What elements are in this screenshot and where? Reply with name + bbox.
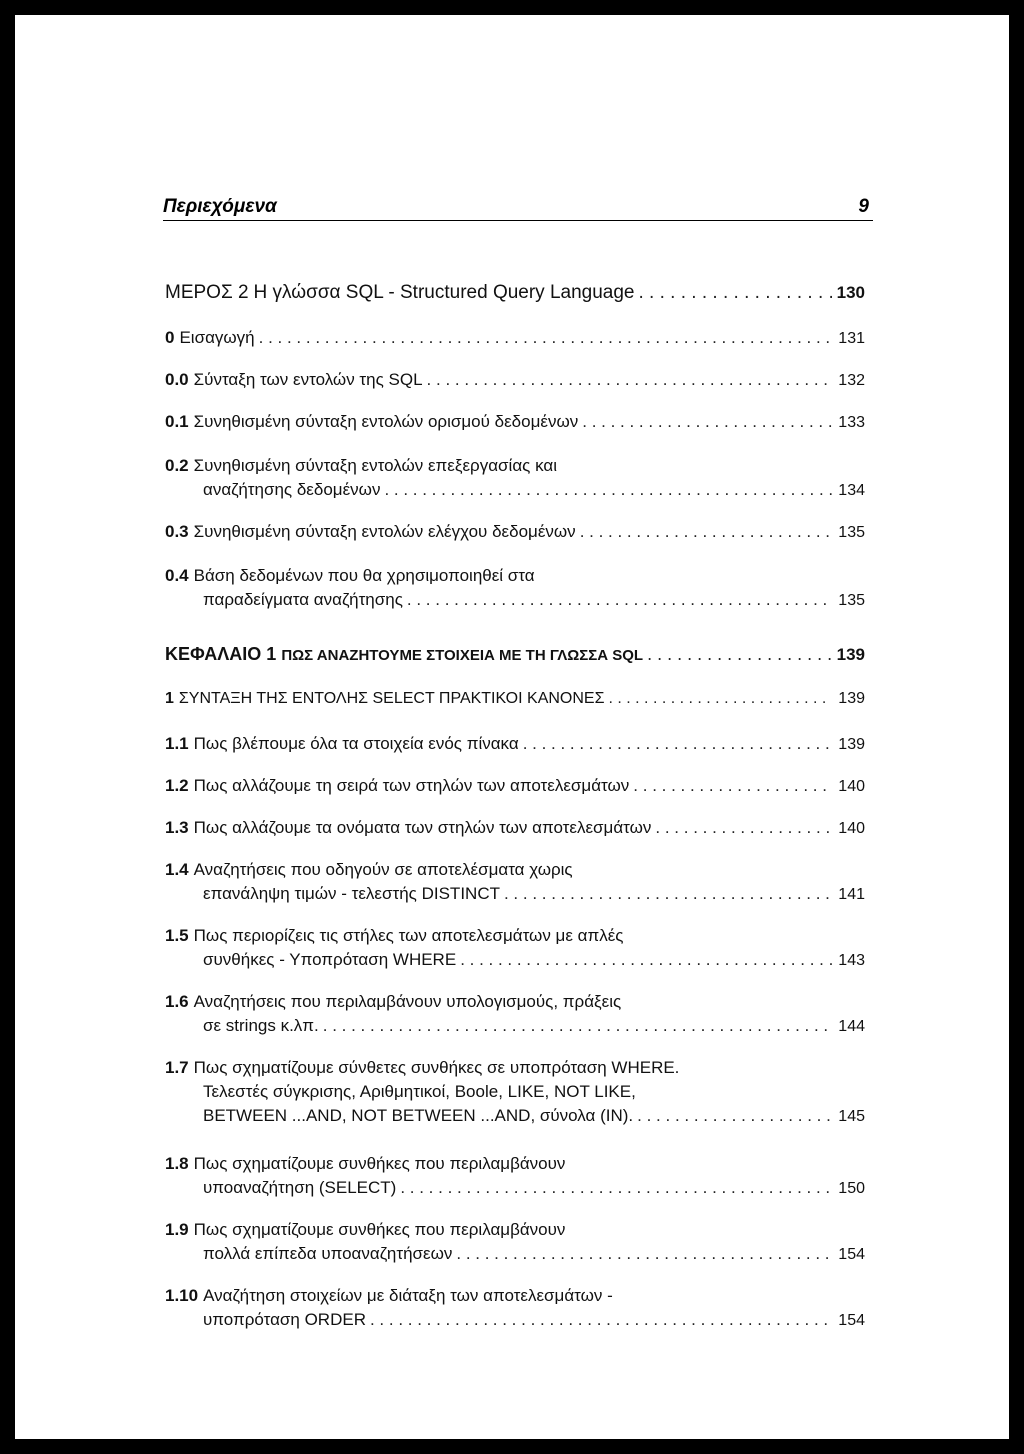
toc-entry-number: ΜΕΡΟΣ 2 [165, 282, 249, 303]
toc-entry [165, 328, 865, 352]
dot-leader [639, 282, 833, 304]
toc-entry-title: Εισαγωγή [179, 328, 255, 347]
page-title: Περιεχόμενα [163, 196, 277, 217]
toc-entry-page: 132 [838, 372, 865, 389]
toc-entry [165, 992, 865, 1040]
toc-entry [165, 1220, 865, 1268]
dot-leader [655, 818, 832, 838]
dot-leader [637, 1106, 832, 1126]
dot-leader [384, 480, 832, 500]
toc-entry-title: Συνηθισμένη σύνταξη εντολών ορισμού δεδομένων [193, 412, 579, 431]
toc-entry-title: πολλά επίπεδα υποαναζητήσεων [203, 1244, 453, 1263]
toc-entry-page: 134 [838, 482, 865, 499]
toc-entry [165, 456, 865, 504]
dot-leader [647, 644, 832, 665]
dot-leader [323, 1016, 832, 1036]
toc-entry-title: Σύνταξη των εντολών της SQL [193, 370, 423, 389]
toc-entry-page: 154 [838, 1312, 865, 1329]
dot-leader [523, 734, 832, 754]
toc-entry-page: 150 [838, 1180, 865, 1197]
toc-entry-number: 1.10 [165, 1286, 199, 1305]
toc-entry [165, 370, 865, 394]
toc-entry [165, 690, 865, 714]
toc-entry-title: Τελεστές σύγκρισης, Αριθμητικοί, Boole, LIKE, NOT LIKE, [203, 1082, 636, 1101]
dot-leader [504, 884, 832, 904]
page-header [163, 190, 873, 221]
toc-entry [165, 860, 865, 908]
toc-entry-title: Η γλώσσα SQL - Structured Query Language [253, 282, 635, 303]
toc-entry-number: 0.2 [165, 456, 189, 475]
toc-entry [165, 926, 865, 974]
toc-entry-title: ΠΩΣ ΑΝΑΖΗΤΟΥΜΕ ΣΤΟΙΧΕΙΑ ΜΕ ΤΗ ΓΛΩΣΣΑ SQL [281, 647, 644, 664]
toc-entry-title: Βάση δεδομένων που θα χρησιμοποιηθεί στα [193, 566, 535, 585]
toc-entry-title: Πως σχηματίζουμε σύνθετες συνθήκες σε υποπρόταση WHERE. [193, 1058, 680, 1077]
dot-leader [259, 328, 832, 348]
toc-entry-title: ΣΥΝΤΑΞΗ ΤΗΣ ΕΝΤΟΛΗΣ SELECT ΠΡΑΚΤΙΚΟΙ ΚΑΝΟΝΕΣ [178, 690, 605, 707]
toc-entry-title: Αναζητήσεις που περιλαμβάνουν υπολογισμούς, πράξεις [193, 992, 622, 1011]
toc-entry-number: 0 [165, 328, 175, 347]
toc-entry-number: 0.3 [165, 522, 189, 541]
toc-entry-page: 145 [838, 1108, 865, 1125]
dot-leader [427, 370, 832, 390]
toc-entry-number: ΚΕΦΑΛΑΙΟ 1 [165, 644, 277, 664]
toc-entry-number: 1.5 [165, 926, 189, 945]
toc-entry-number: 0.1 [165, 412, 189, 431]
toc-entry-page: 130 [836, 283, 865, 302]
dot-leader [582, 412, 832, 432]
toc-entry-title: Πως αλλάζουμε τα ονόματα των στηλών των αποτελεσμάτων [193, 818, 652, 837]
toc-entry-page: 140 [838, 778, 865, 795]
toc-entry-title: σε strings κ.λπ. [203, 1016, 319, 1035]
toc-entry [165, 818, 865, 842]
toc-entry-number: 1 [165, 690, 174, 707]
toc-entry-page: 141 [838, 886, 865, 903]
toc-entry-number: 1.7 [165, 1058, 189, 1077]
toc-entry [165, 734, 865, 758]
toc-entry [165, 566, 865, 614]
toc-entry-page: 133 [838, 414, 865, 431]
toc-entry-page: 154 [838, 1246, 865, 1263]
toc-entry-number: 0.0 [165, 370, 189, 389]
toc-entry-page: 135 [838, 592, 865, 609]
toc-entry-number: 1.2 [165, 776, 189, 795]
toc-entry-number: 1.1 [165, 734, 189, 753]
dot-leader [456, 1244, 832, 1264]
toc-entry [165, 1286, 865, 1334]
toc-entry [165, 644, 865, 668]
toc-entry-number: 1.9 [165, 1220, 189, 1239]
toc-entry-title: υποπρόταση ORDER [203, 1310, 366, 1329]
toc-entry-title: υποαναζήτηση (SELECT) [203, 1178, 397, 1197]
toc-entry-title: Αναζητήσεις που οδηγούν σε αποτελέσματα χωρις [193, 860, 573, 879]
toc-entry-title: Πως αλλάζουμε τη σειρά των στηλών των αποτελεσμάτων [193, 776, 630, 795]
toc-entry-title: επανάληψη τιμών - τελεστής DISTINCT [203, 884, 500, 903]
dot-leader [370, 1310, 832, 1330]
toc-entry-title: Πως περιορίζεις τις στήλες των αποτελεσμάτων με απλές [193, 926, 624, 945]
toc-entry-number: 1.8 [165, 1154, 189, 1173]
toc-entry-number: 0.4 [165, 566, 189, 585]
toc-entry [165, 522, 865, 546]
toc-entry-page: 140 [838, 820, 865, 837]
dot-leader [460, 950, 832, 970]
toc-entry [165, 776, 865, 800]
toc-entry-title: Πως βλέπουμε όλα τα στοιχεία ενός πίνακα [193, 734, 519, 753]
toc-entry-page: 139 [838, 736, 865, 753]
toc-entry-title: αναζήτησης δεδομένων [203, 480, 381, 499]
toc-entry-page: 131 [838, 330, 865, 347]
page-number: 9 [858, 196, 869, 217]
dot-leader [400, 1178, 832, 1198]
dot-leader [608, 690, 832, 708]
dot-leader [633, 776, 832, 796]
toc-entry [165, 1058, 865, 1130]
toc-entry-number: 1.6 [165, 992, 189, 1011]
toc-entry-title: BETWEEN ...AND, NOT BETWEEN ...AND, σύνολα (IN). [203, 1106, 634, 1125]
toc-entry-title: παραδείγματα αναζήτησης [203, 590, 403, 609]
toc-entry-page: 139 [836, 645, 865, 664]
toc-entry-title: Αναζήτηση στοιχείων με διάταξη των αποτελεσμάτων - [203, 1286, 613, 1305]
toc-entry-page: 144 [838, 1018, 865, 1035]
toc-entry-title: Πως σχηματίζουμε συνθήκες που περιλαμβάνουν [193, 1220, 566, 1239]
toc-entry-page: 135 [838, 524, 865, 541]
toc-entry-title: συνθήκες - Υποπρόταση WHERE [203, 950, 457, 969]
toc-entry-page: 139 [838, 690, 865, 707]
toc-entry-title: Πως σχηματίζουμε συνθήκες που περιλαμβάνουν [193, 1154, 566, 1173]
dot-leader [407, 590, 832, 610]
toc-entry [165, 282, 865, 306]
toc-entry-page: 143 [838, 952, 865, 969]
toc-entry-number: 1.3 [165, 818, 189, 837]
toc-entry-title: Συνηθισμένη σύνταξη εντολών ελέγχου δεδομένων [193, 522, 576, 541]
toc-entry [165, 1154, 865, 1202]
toc-entry-title: Συνηθισμένη σύνταξη εντολών επεξεργασίας και [193, 456, 557, 475]
toc-entry [165, 412, 865, 436]
dot-leader [580, 522, 832, 542]
toc-entry-number: 1.4 [165, 860, 189, 879]
